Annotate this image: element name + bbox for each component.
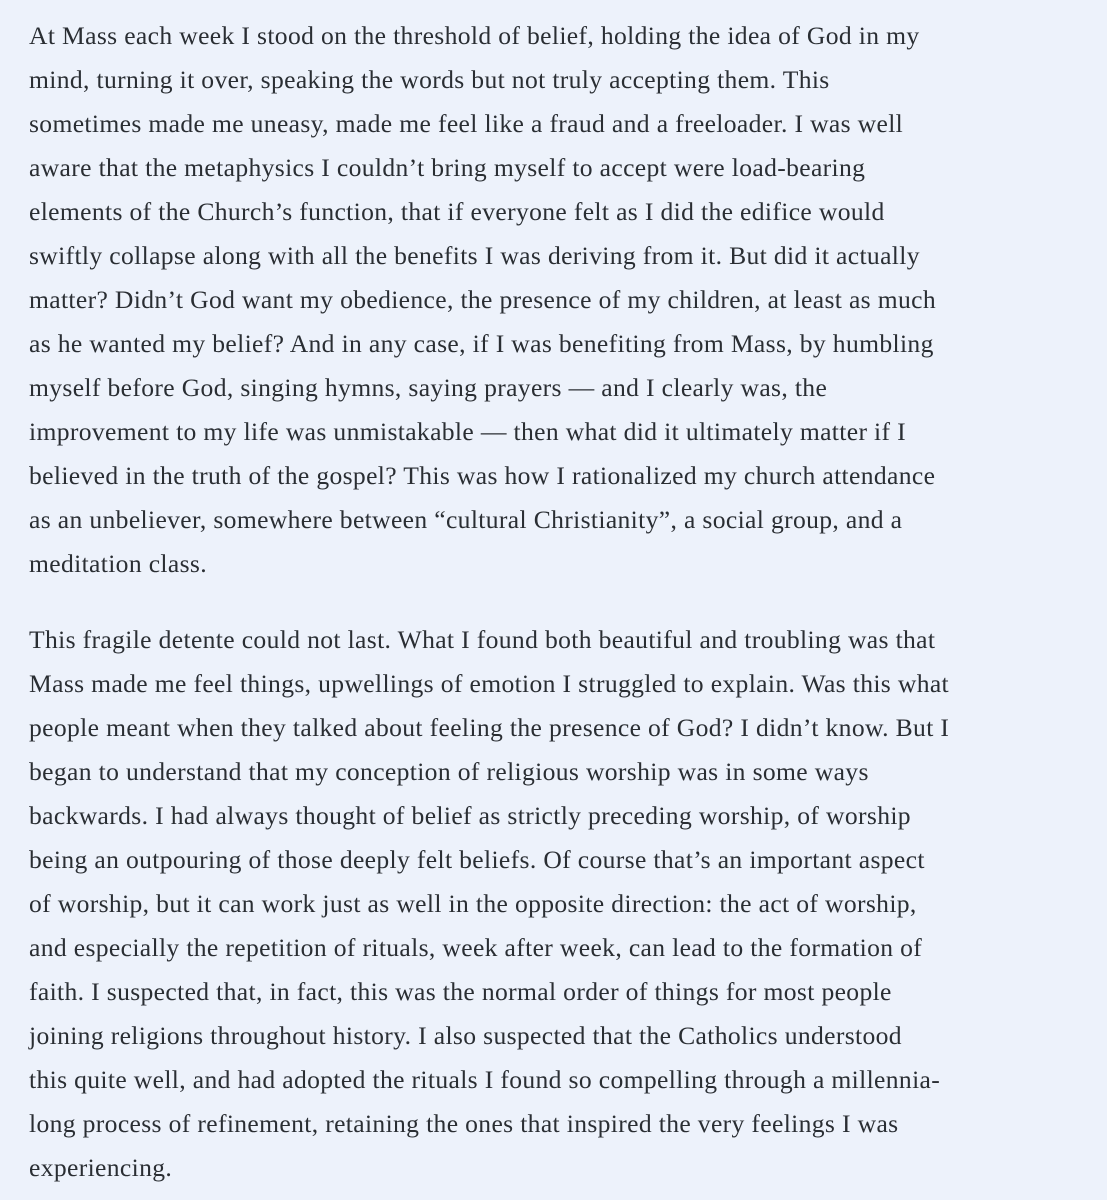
paragraph-1: At Mass each week I stood on the threshold of belief, holding the idea of God in my mind, turning it over, speaking the words but not truly accepting them. This sometimes made me uneasy, made me feel like a fraud and a freeloader. I was well aware that the metaphysics I couldn’t bring myself to accept were load-bearing elements of the Church’s function, that if everyone felt as I did the edifice would swiftly collapse along with all the benefits I was deriving from it. But did it actually matter? Didn’t God want my obedience, the presence of my children, at least as much as he wanted my belief? And in any case, if I was benefiting from Mass, by humbling myself before God, singing hymns, saying prayers — and I clearly was, the improvement to my life was unmistakable — then what did it ultimately matter if I believed in the truth of the gospel? This was how I rationalized my church attendance as an unbeliever, somewhere between “cultural Christianity”, a social group, and a meditation class. (29, 21, 936, 578)
paragraph-2: This fragile detente could not last. What I found both beautiful and troubling was that Mass made me feel things, upwellings of emotion I struggled to explain. Was this what people meant when they talked about feeling the presence of God? I didn’t know. But I began to understand that my conception of religious worship was in some ways backwards. I had always thought of belief as strictly preceding worship, of worship being an outpouring of those deeply felt beliefs. Of course that’s an important aspect of worship, but it can work just as well in the opposite direction: the act of worship, and especially the repetition of rituals, week after week, can lead to the formation of faith. I suspected that, in fact, this was the normal order of things for most people joining religions throughout history. I also suspected that the Catholics understood this quite well, and had adopted the rituals I found so compelling through a millennia- long process of refinement, retaining the ones that inspired the very feelings I was experiencing. (29, 625, 950, 1182)
